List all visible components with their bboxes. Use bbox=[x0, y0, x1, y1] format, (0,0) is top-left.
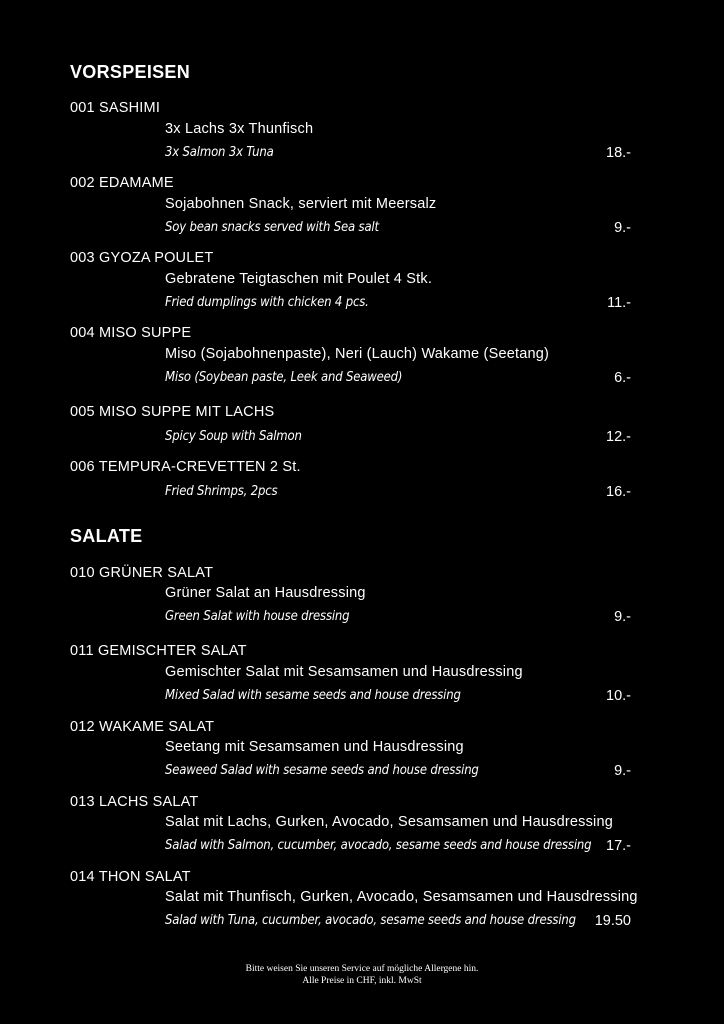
footer-note bbox=[0, 963, 724, 987]
item-price: 10.- bbox=[606, 688, 631, 704]
item-description-de: 3x Lachs 3x Thunfisch bbox=[165, 121, 314, 137]
allergen-note: Bitte weisen Sie unseren Service auf mögliche Allergene hin. bbox=[245, 964, 479, 974]
item-name: 012 WAKAME SALAT bbox=[70, 719, 215, 735]
item-price: 11.- bbox=[607, 295, 631, 311]
item-name: 001 SASHIMI bbox=[70, 100, 161, 116]
item-description-en: 3x Salmon 3x Tuna bbox=[165, 145, 274, 160]
item-price: 17.- bbox=[606, 838, 631, 854]
section-title-vorspeisen: VORSPEISEN bbox=[70, 62, 191, 82]
item-description-de: Salat mit Thunfisch, Gurken, Avocado, Sesamsamen und Hausdressing bbox=[165, 889, 638, 905]
item-description-de: Gemischter Salat mit Sesamsamen und Hausdressing bbox=[165, 664, 523, 680]
section-title-salate: SALATE bbox=[70, 526, 143, 546]
item-description-de: Grüner Salat an Hausdressing bbox=[165, 585, 366, 601]
item-name: 004 MISO SUPPE bbox=[70, 325, 192, 341]
item-description-en: Spicy Soup with Salmon bbox=[165, 429, 302, 444]
item-price: 18.- bbox=[606, 145, 631, 161]
item-name: 011 GEMISCHTER SALAT bbox=[70, 643, 247, 659]
item-description-de: Gebratene Teigtaschen mit Poulet 4 Stk. bbox=[165, 271, 433, 287]
item-description-de: Miso (Sojabohnenpaste), Neri (Lauch) Wakame (Seetang) bbox=[165, 346, 550, 362]
item-name: 002 EDAMAME bbox=[70, 175, 174, 191]
item-name: 005 MISO SUPPE MIT LACHS bbox=[70, 404, 275, 420]
item-price: 12.- bbox=[606, 429, 631, 445]
item-price: 9.- bbox=[614, 220, 631, 236]
item-description-de: Sojabohnen Snack, serviert mit Meersalz bbox=[165, 196, 437, 212]
item-description-en: Salad with Tuna, cucumber, avocado, sesame seeds and house dressing bbox=[165, 913, 576, 928]
item-price: 16.- bbox=[606, 484, 631, 500]
item-description-en: Miso (Soybean paste, Leek and Seaweed) bbox=[165, 370, 403, 385]
item-description-de: Salat mit Lachs, Gurken, Avocado, Sesamsamen und Hausdressing bbox=[165, 814, 613, 830]
item-description-en: Soy bean snacks served with Sea salt bbox=[165, 220, 379, 235]
item-description-en: Salad with Salmon, cucumber, avocado, sesame seeds and house dressing bbox=[165, 838, 592, 853]
item-description-en: Fried Shrimps, 2pcs bbox=[165, 484, 278, 499]
item-name: 003 GYOZA POULET bbox=[70, 250, 214, 266]
item-name: 010 GRÜNER SALAT bbox=[70, 565, 214, 581]
item-price: 9.- bbox=[614, 763, 631, 779]
item-description-en: Fried dumplings with chicken 4 pcs. bbox=[165, 295, 369, 310]
item-name: 006 TEMPURA-CREVETTEN 2 St. bbox=[70, 459, 301, 475]
item-price: 9.- bbox=[614, 609, 631, 625]
item-description-en: Mixed Salad with sesame seeds and house dressing bbox=[165, 688, 461, 703]
item-name: 014 THON SALAT bbox=[70, 869, 191, 885]
item-description-en: Seaweed Salad with sesame seeds and house dressing bbox=[165, 763, 479, 778]
price-note: Alle Preise in CHF, inkl. MwSt bbox=[302, 976, 422, 986]
item-description-de: Seetang mit Sesamsamen und Hausdressing bbox=[165, 739, 464, 755]
item-name: 013 LACHS SALAT bbox=[70, 794, 199, 810]
item-price: 19.50 bbox=[594, 913, 631, 929]
item-description-en: Green Salat with house dressing bbox=[165, 609, 350, 624]
item-price: 6.- bbox=[614, 370, 631, 386]
